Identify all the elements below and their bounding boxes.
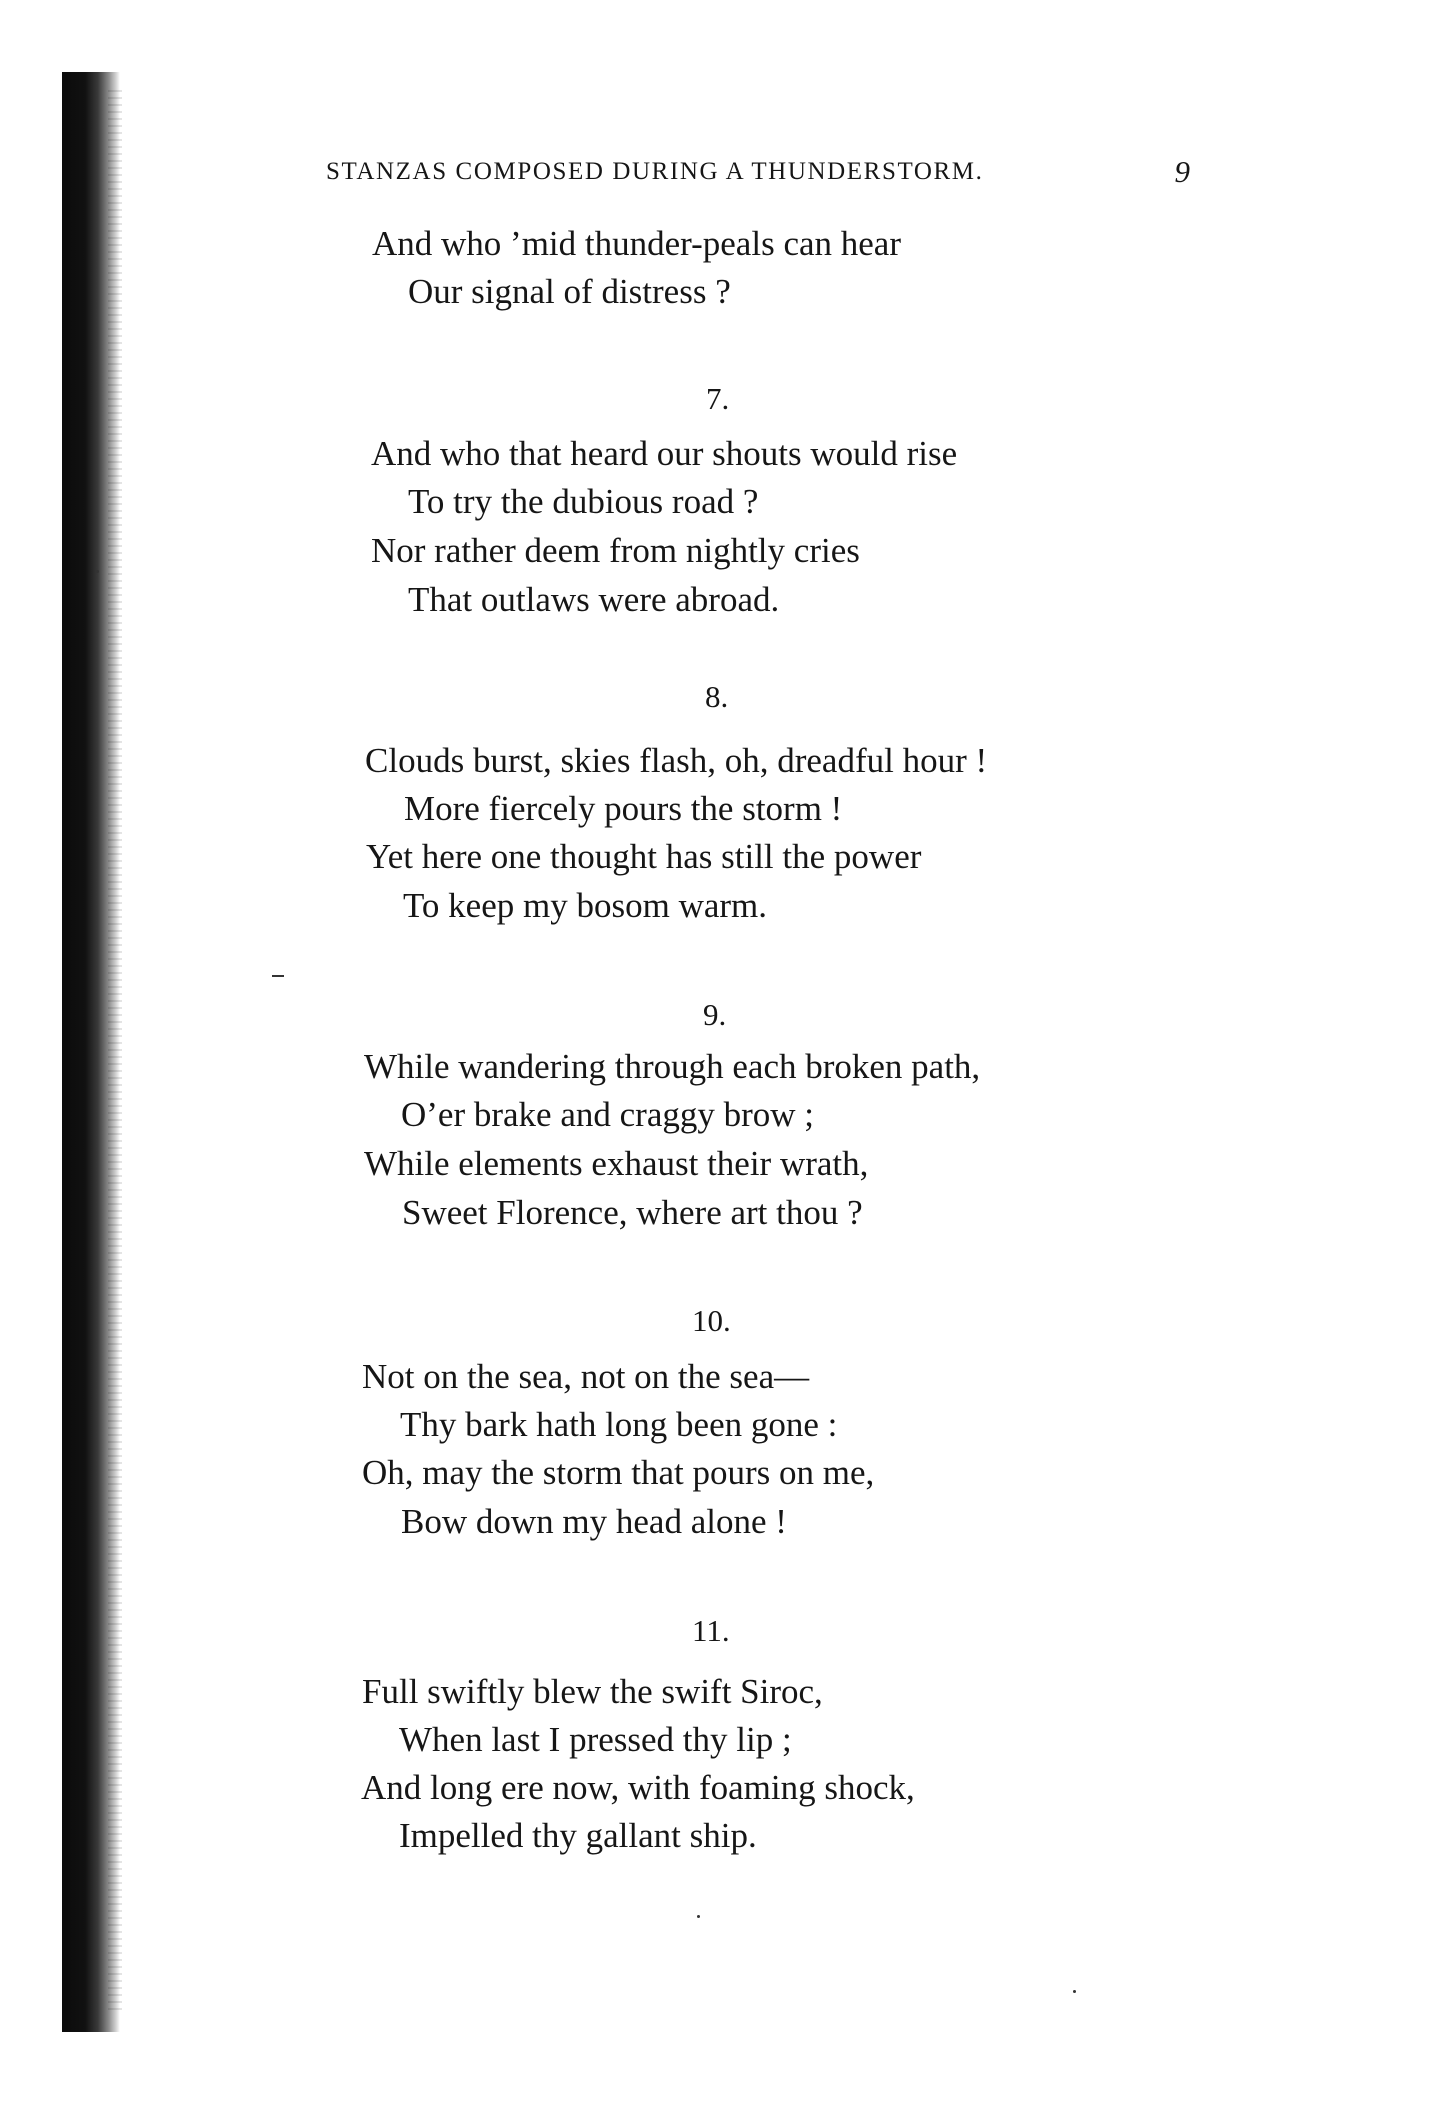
poem-line: To keep my bosom warm.: [403, 886, 768, 925]
poem-line: That outlaws were abroad.: [408, 580, 780, 619]
poem-line: Bow down my head alone !: [401, 1502, 787, 1541]
poem-line: O’er brake and craggy brow ;: [401, 1095, 815, 1134]
poem-line: Full swiftly blew the swift Siroc,: [362, 1672, 823, 1711]
scan-mark: [697, 1915, 700, 1918]
gutter-speckle: [108, 90, 122, 2010]
poem-line: Thy bark hath long been gone :: [400, 1405, 838, 1444]
poem-line: While elements exhaust their wrath,: [364, 1144, 869, 1183]
scan-mark: [1073, 1990, 1076, 1993]
stanza-number: 11.: [692, 1613, 730, 1648]
page-header: [326, 154, 1190, 194]
scan-mark: [96, 570, 99, 573]
poem-line: Impelled thy gallant ship.: [399, 1816, 757, 1855]
stanza-number: 8.: [705, 679, 729, 714]
poem-line: When last I pressed thy lip ;: [399, 1720, 792, 1759]
running-title: STANZAS COMPOSED DURING A THUNDERSTORM.: [326, 158, 984, 185]
poem-line: Our signal of distress ?: [408, 272, 731, 311]
poem-line: And who that heard our shouts would rise: [371, 434, 958, 473]
stanza-number: 9.: [703, 997, 727, 1032]
poem-line: And long ere now, with foaming shock,: [361, 1768, 915, 1807]
poem-line: While wandering through each broken path,: [364, 1047, 981, 1086]
stanza-number: 7.: [706, 381, 730, 416]
scan-mark: [272, 975, 284, 977]
poem-line: Sweet Florence, where art thou ?: [402, 1193, 863, 1232]
stanza-number: 10.: [692, 1303, 731, 1338]
poem-line: Nor rather deem from nightly cries: [371, 531, 860, 570]
poem-line: More fiercely pours the storm !: [404, 789, 843, 828]
poem-line: And who ’mid thunder-peals can hear: [372, 224, 901, 263]
page-number: 9: [1174, 154, 1190, 189]
poem-line: Oh, may the storm that pours on me,: [362, 1453, 875, 1492]
poem-line: Clouds burst, skies flash, oh, dreadful hour !: [365, 741, 988, 780]
poem-line: Not on the sea, not on the sea—: [362, 1357, 810, 1396]
poem-line: To try the dubious road ?: [408, 482, 759, 521]
poem-line: Yet here one thought has still the power: [366, 837, 922, 876]
